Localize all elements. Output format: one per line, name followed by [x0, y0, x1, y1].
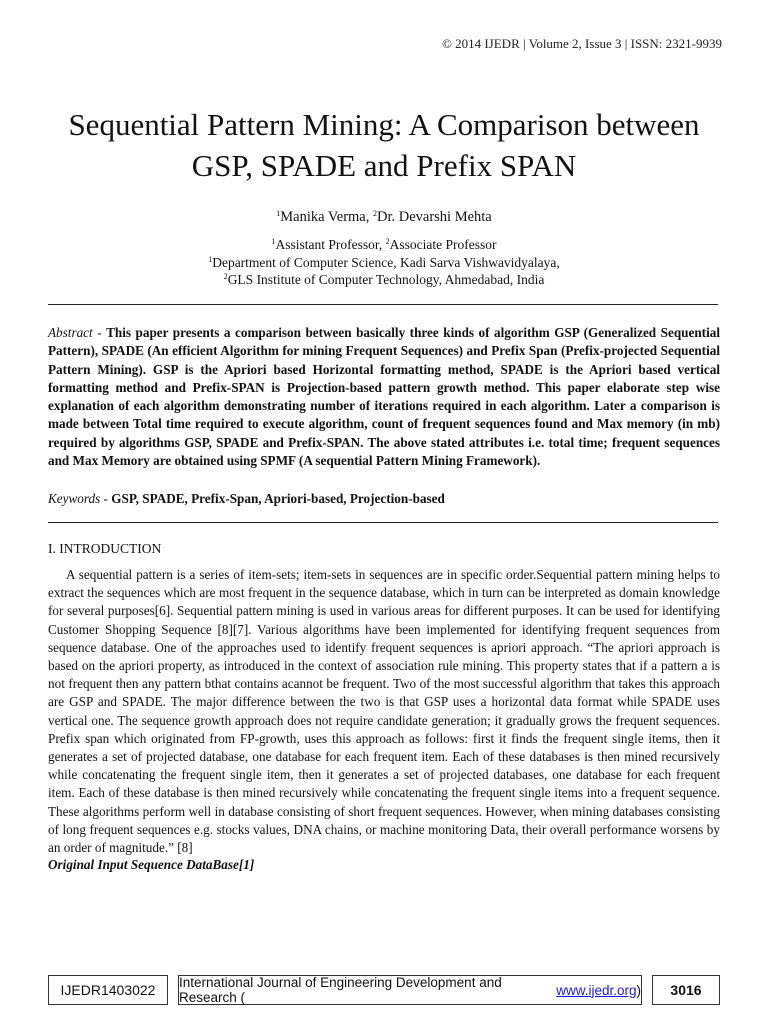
page-number-box	[652, 975, 720, 1005]
paper-id: IJEDR1403022	[60, 982, 156, 998]
author-2-sup: 2	[372, 209, 377, 218]
divider-bottom	[48, 522, 718, 523]
page-number: 3016	[670, 982, 702, 998]
journal-header: © 2014 IJEDR | Volume 2, Issue 3 | ISSN: 2321-9939	[441, 36, 722, 51]
roles-sup-2: 2	[385, 237, 390, 246]
paper-title	[40, 104, 728, 186]
dept-sup: 1	[208, 254, 213, 264]
keywords	[48, 491, 720, 507]
roles-line	[40, 236, 728, 254]
inst-sup: 2	[223, 272, 228, 281]
section-heading-introduction: I. INTRODUCTION	[48, 541, 162, 556]
introduction-paragraph: A sequential pattern is a series of item-sets; item-sets in sequences are in specific order.Sequential pattern mining helps to extract the sequences which are most frequent in the sequence database, which in turn can be interpreted as domain knowledge for several purposes[6]. Sequential pattern mining is used in various areas for different purposes. It can be used for identifying Customer Shopping Sequence [8][7]. Various algorithms have been implemented for identifying frequent sequences from sequence database. One of the approaches used to identify frequent sequences is apriori approach. “The apriori approach is based on the apriori property, as introduced in the context of association rule mining. This property states that if a pattern a is not frequent then any pattern bthat contains acannot be frequent. Two of the most successful algorithm that takes this approach are GSP and SPADE. The major difference between the two is that GSP uses a horizontal data format while SPADE uses vertical one. The sequence growth approach does not require candidate generation; it gradually grows the frequent sequences. Prefix span which originated from FP-growth, uses this approach as follows: first it finds the frequent single items, then it generates a set of projected database, one database for each frequent item. Each of these databases is then mined recursively while concatenating the frequent single item, then it generates a set of projected databases, one database for each frequent item. Each of these database is then mined recursively while concatenating the frequent single items into a frequent sequence. These algorithms perform well in database consisting of short frequent sequences. However, when mining databases consisting of long frequent sequences e.g. stocks values, DNA chains, or machine monitoring Data, their overall performance worsens by an order of magnitude.” [8]	[48, 567, 720, 856]
institute: GLS Institute of Computer Technology, Ahmedabad, India	[227, 272, 545, 287]
journal-prefix: International Journal of Engineering Development and Research (	[179, 975, 502, 1005]
keywords-label: Keywords -	[48, 491, 112, 506]
keywords-text: GSP, SPADE, Prefix-Span, Apriori-based, Projection-based	[111, 491, 445, 506]
journal-name-box	[178, 975, 642, 1005]
input-database-heading: Original Input Sequence DataBase[1]	[48, 857, 255, 872]
department: Department of Computer Science, Kadi Sarva Vishwavidyalaya,	[212, 254, 560, 270]
role-1: Assistant Professor,	[275, 237, 386, 252]
author-1-sup: 1	[276, 209, 281, 218]
abstract	[48, 324, 720, 470]
roles-sup-1: 1	[271, 237, 276, 246]
institute-line	[40, 271, 728, 289]
abstract-label: Abstract -	[48, 325, 107, 340]
title-line-1: Sequential Pattern Mining: A Comparison between	[68, 107, 700, 142]
page-footer	[48, 975, 720, 1005]
author-list	[40, 209, 728, 226]
author-1-name: Manika Verma,	[280, 209, 373, 225]
journal-suffix: )	[636, 982, 641, 998]
abstract-text: This paper presents a comparison between basically three kinds of algorithm GSP (Generalized Sequential Pattern), SPADE (An efficient Algorithm for mining Frequent Sequences) and Prefix Span (Prefix-projected Sequential Pattern Mining). GSP is the Apriori based Horizontal formatting method, SPADE is the Apriori based vertical formatting method and Prefix-SPAN is Projection-based pattern growth method. This paper elaborate step wise explanation of each algorithm demonstrating number of iterations required in each algorithm. Later a comparison is made between Total time required to execute algorithm, count of frequent sequences found and Max memory (in mb) required by algorithms GSP, SPADE and Prefix-SPAN. The above stated attributes i.e. total time; frequent sequences and Max Memory are obtained using SPMF (A sequential Pattern Mining Framework).	[48, 325, 720, 469]
divider-top	[48, 304, 718, 305]
author-2-name: Dr. Devarshi Mehta	[376, 209, 492, 225]
journal-website-link[interactable]: www.ijedr.org	[556, 982, 637, 998]
role-2: Associate Professor	[389, 237, 497, 252]
affiliations	[40, 236, 728, 289]
department-line	[40, 254, 728, 272]
paper-id-box	[48, 975, 168, 1005]
title-line-2: GSP, SPADE and Prefix SPAN	[191, 148, 577, 183]
